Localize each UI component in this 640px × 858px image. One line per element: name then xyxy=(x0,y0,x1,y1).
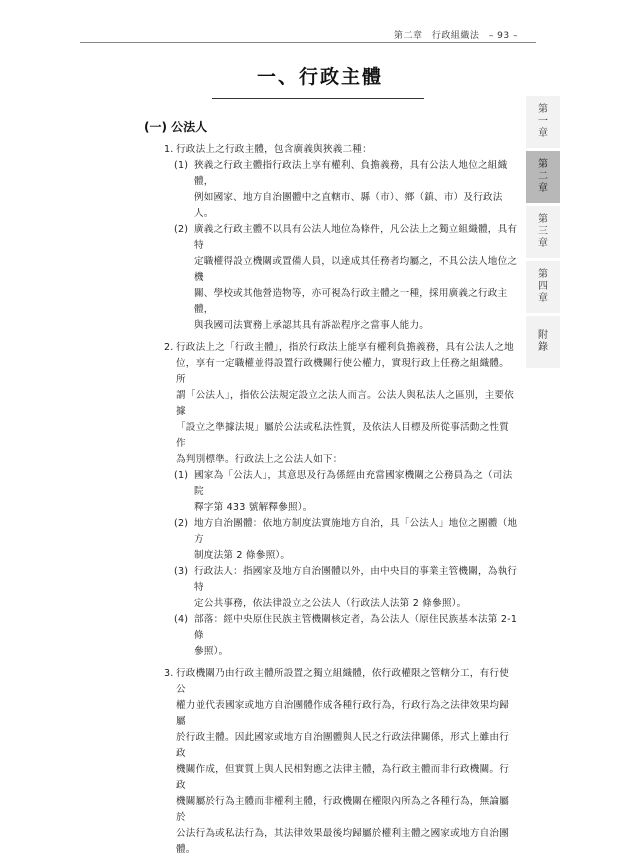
section-heading: (一) 公法人 xyxy=(144,120,208,134)
sub-item-line: 行政法人：指國家及地方自治團體以外，由中央目的事業主管機關，為執行特 xyxy=(194,566,518,593)
sub-item-line: 定職權得設立機關或置備人員，以達成其任務者均屬之，不具公法人地位之機 xyxy=(194,256,518,283)
numbered-paragraph xyxy=(166,340,518,468)
chapter-tab-char: 一 xyxy=(538,116,548,127)
paragraph-line: 行政法上之「行政主體」，指於行政法上能享有權利負擔義務，具有公法人之地 xyxy=(176,342,514,353)
sub-item-line: 國家為「公法人」，其意思及行為係經由充當國家機關之公務員為之（司法院 xyxy=(194,470,513,497)
chapter-tab-char: 章 xyxy=(538,238,548,249)
chapter-tab-1[interactable] xyxy=(526,96,560,148)
paragraph-line: 公法行為或私法行為，其法律效果最後均歸屬於權利主體之國家或地方自治團體。 xyxy=(176,828,509,855)
chapter-tab-char: 三 xyxy=(538,226,548,237)
numbered-paragraph xyxy=(166,666,518,858)
chapter-tab-3[interactable] xyxy=(526,206,560,258)
chapter-tab-char: 第 xyxy=(538,159,548,170)
sub-item-number: (1) xyxy=(174,160,189,171)
paragraph-line: 謂「公法人」，指依公法規定設立之法人而言。公法人與私法人之區別，主要依據 xyxy=(176,390,514,417)
paragraph-line: 機關屬於行為主體而非權利主體，行政機關在權限內所為之各種行為，無論屬於 xyxy=(176,796,509,823)
sub-item-number: (3) xyxy=(174,566,189,577)
running-header xyxy=(80,28,536,43)
paragraph-line: 行政機關乃由行政主體所設置之獨立組織體，依行政權限之管轄分工，有行使公 xyxy=(176,668,509,695)
sub-item-number: (2) xyxy=(174,518,189,529)
paragraph-line: 於行政主體。因此國家或地方自治團體與人民之行政法律關係，形式上雖由行政 xyxy=(176,732,509,759)
header-text xyxy=(388,28,518,41)
paragraph-line: 為判別標準。行政法上之公法人如下： xyxy=(176,454,343,465)
sub-item xyxy=(166,516,518,564)
chapter-tab-char: 附 xyxy=(538,330,548,341)
sub-item-line: 例如國家、地方自治團體中之直轄市、縣（市）、鄉（鎮、市）及行政法人。 xyxy=(194,192,503,219)
chapter-tab-char: 第 xyxy=(538,104,548,115)
sub-item xyxy=(166,468,518,516)
header-page-number: – 93 – xyxy=(488,31,518,41)
chapter-tab-char: 第 xyxy=(538,269,548,280)
paragraph-line: 「設立之準據法規」屬於公法或私法性質，及依法人目標及所從事活動之性質作 xyxy=(176,422,509,449)
chapter-tabs xyxy=(526,96,560,368)
sub-item-line: 廣義之行政主體不以具有公法人地位為條件，凡公法上之獨立組織體，具有特 xyxy=(194,224,518,251)
chapter-tab-char: 錄 xyxy=(538,342,548,353)
paragraph-line: 位，享有一定職權並得設置行政機關行使公權力，實現行政上任務之組織體。所 xyxy=(176,358,509,385)
sub-item xyxy=(166,158,518,222)
sub-item-line: 關、學校或其他營造物等，亦可視為行政主體之一種，採用廣義之行政主體， xyxy=(194,288,508,315)
chapter-tab-5[interactable] xyxy=(526,316,560,368)
header-chapter: 第二章 xyxy=(394,31,423,41)
sub-item-line: 參照）。 xyxy=(194,646,229,657)
paragraph-number: 2. xyxy=(164,342,174,353)
sub-item-line: 與我國司法實務上承認其具有訴訟程序之當事人能力。 xyxy=(194,320,430,331)
sub-item-line: 釋字第 433 號解釋參照）。 xyxy=(194,502,313,513)
chapter-tab-char: 章 xyxy=(538,183,548,194)
numbered-paragraph xyxy=(166,142,518,158)
sub-item-number: (1) xyxy=(174,470,189,481)
body-content xyxy=(166,142,518,858)
chapter-tab-2[interactable] xyxy=(526,151,560,203)
sub-item-line: 制度法第 2 條參照）。 xyxy=(194,550,291,561)
sub-item xyxy=(166,564,518,612)
sub-item-number: (2) xyxy=(174,224,189,235)
title-underline xyxy=(212,98,424,99)
chapter-tab-4[interactable] xyxy=(526,261,560,313)
sub-item xyxy=(166,222,518,334)
page-title: 一、行政主體 xyxy=(256,66,383,88)
paragraph-line: 機關作成，但實質上與人民相對應之法律主體，為行政主體而非行政機關。行政 xyxy=(176,764,509,791)
paragraph-line: 權力並代表國家或地方自治團體作成各種行政行為，行政行為之法律效果均歸屬 xyxy=(176,700,509,727)
sub-item-line: 狹義之行政主體指行政法上享有權利、負擔義務，具有公法人地位之組織體， xyxy=(194,160,508,187)
paragraph-number: 3. xyxy=(164,668,174,679)
sub-item-line: 部落：經中央原住民族主管機關核定者，為公法人（原住民族基本法第 2-1 條 xyxy=(194,614,518,641)
chapter-tab-char: 第 xyxy=(538,214,548,225)
chapter-tab-char: 四 xyxy=(538,281,548,292)
chapter-tab-char: 章 xyxy=(538,128,548,139)
sub-item-number: (4) xyxy=(174,614,189,625)
chapter-tab-char: 二 xyxy=(538,171,548,182)
paragraph-number: 1. xyxy=(164,144,174,155)
chapter-tab-char: 章 xyxy=(538,293,548,304)
sub-item-line: 定公共事務，依法律設立之公法人（行政法人法第 2 條參照）。 xyxy=(194,598,467,609)
sub-item-line: 地方自治團體：依地方制度法實施地方自治，具「公法人」地位之團體（地方 xyxy=(194,518,518,545)
paragraph-line: 行政法上之行政主體，包含廣義與狹義二種： xyxy=(176,144,372,155)
header-chapter-title: 行政組織法 xyxy=(431,31,480,41)
sub-item xyxy=(166,612,518,660)
